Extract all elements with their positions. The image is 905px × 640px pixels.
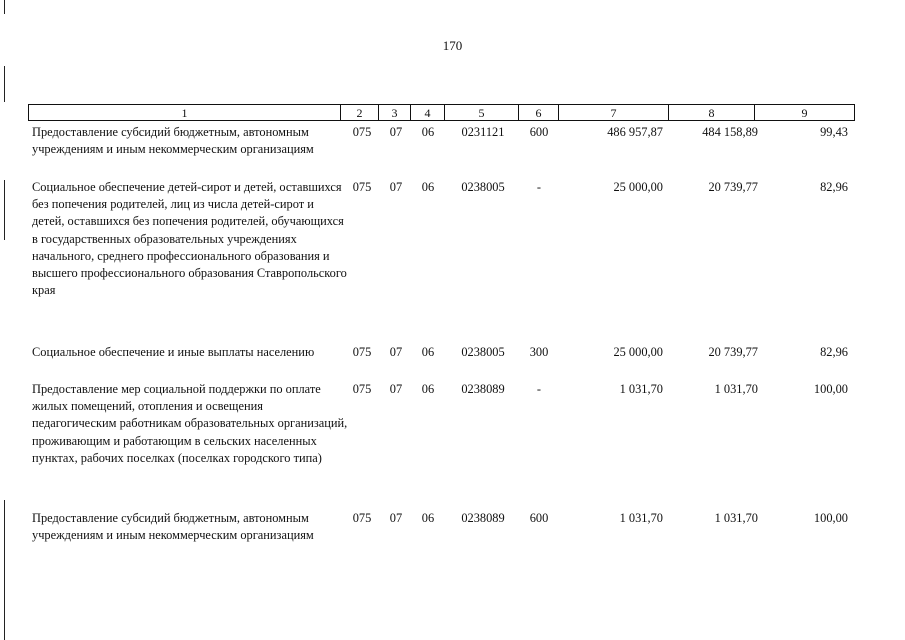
row-target-code: 0231121 (461, 125, 505, 139)
row-subsection-code: 06 (421, 125, 435, 139)
column-header: 8 (669, 105, 755, 121)
row-expense-type: - (536, 382, 542, 396)
column-header: 5 (445, 105, 519, 121)
row-description: Предоставление субсидий бюджетным, автономным учреждениям и иным некоммерческим организациям (32, 125, 314, 157)
row-actual-amount: 1 031,70 (714, 382, 758, 396)
row-planned-amount: 1 031,70 (619, 382, 663, 396)
column-header: 3 (379, 105, 411, 121)
row-section-code: 07 (389, 125, 403, 139)
row-expense-type: 300 (529, 345, 549, 359)
row-subsection-code: 06 (421, 382, 435, 396)
row-expense-type: 600 (529, 125, 549, 139)
row-ministry-code: 075 (352, 180, 372, 194)
column-header: 4 (411, 105, 445, 121)
row-percent: 100,00 (813, 511, 848, 525)
column-header: 6 (519, 105, 559, 121)
row-target-code: 0238005 (461, 345, 505, 359)
row-expense-type: - (536, 180, 542, 194)
row-section-code: 07 (389, 382, 403, 396)
row-subsection-code: 06 (421, 511, 435, 525)
column-header: 9 (755, 105, 855, 121)
scan-edge-mark (4, 66, 5, 102)
row-actual-amount: 1 031,70 (714, 511, 758, 525)
row-description: Социальное обеспечение и иные выплаты населению (32, 345, 315, 359)
row-ministry-code: 075 (352, 345, 372, 359)
row-actual-amount: 20 739,77 (708, 345, 758, 359)
row-subsection-code: 06 (421, 345, 435, 359)
scan-edge-mark (4, 500, 5, 640)
column-header-row (28, 104, 855, 121)
row-target-code: 0238005 (461, 180, 505, 194)
row-actual-amount: 20 739,77 (708, 180, 758, 194)
column-header: 7 (559, 105, 669, 121)
row-description: Предоставление мер социальной поддержки по оплате жилых помещений, отопления и освещения педагогическим работникам образовательных организаций, проживающим и работающим в сельских населенных пунктах, рабочих поселках (поселках городского типа) (32, 382, 348, 465)
row-target-code: 0238089 (461, 382, 505, 396)
row-target-code: 0238089 (461, 511, 505, 525)
page-number: 170 (442, 38, 463, 53)
row-section-code: 07 (389, 345, 403, 359)
row-section-code: 07 (389, 511, 403, 525)
row-planned-amount: 1 031,70 (619, 511, 663, 525)
row-description: Социальное обеспечение детей-сирот и детей, оставшихся без попечения родителей, лиц из числа детей-сирот и детей, оставшихся без попечения родителей, обучающихся в государственных образовательных учреждениях начального, среднего профессионального образования и высшего профессионального образования Ставропольского края (32, 180, 347, 298)
row-planned-amount: 25 000,00 (613, 345, 663, 359)
row-ministry-code: 075 (352, 511, 372, 525)
row-actual-amount: 484 158,89 (702, 125, 758, 139)
column-header: 2 (341, 105, 379, 121)
scan-edge-mark (4, 180, 5, 240)
row-planned-amount: 486 957,87 (607, 125, 663, 139)
row-ministry-code: 075 (352, 382, 372, 396)
row-expense-type: 600 (529, 511, 549, 525)
row-description: Предоставление субсидий бюджетным, автономным учреждениям и иным некоммерческим организациям (32, 511, 314, 543)
row-subsection-code: 06 (421, 180, 435, 194)
row-planned-amount: 25 000,00 (613, 180, 663, 194)
row-percent: 82,96 (820, 180, 848, 194)
row-percent: 99,43 (820, 125, 848, 139)
row-percent: 100,00 (813, 382, 848, 396)
row-percent: 82,96 (820, 345, 848, 359)
column-header: 1 (29, 105, 341, 121)
row-section-code: 07 (389, 180, 403, 194)
row-ministry-code: 075 (352, 125, 372, 139)
scan-edge-mark (4, 0, 5, 14)
